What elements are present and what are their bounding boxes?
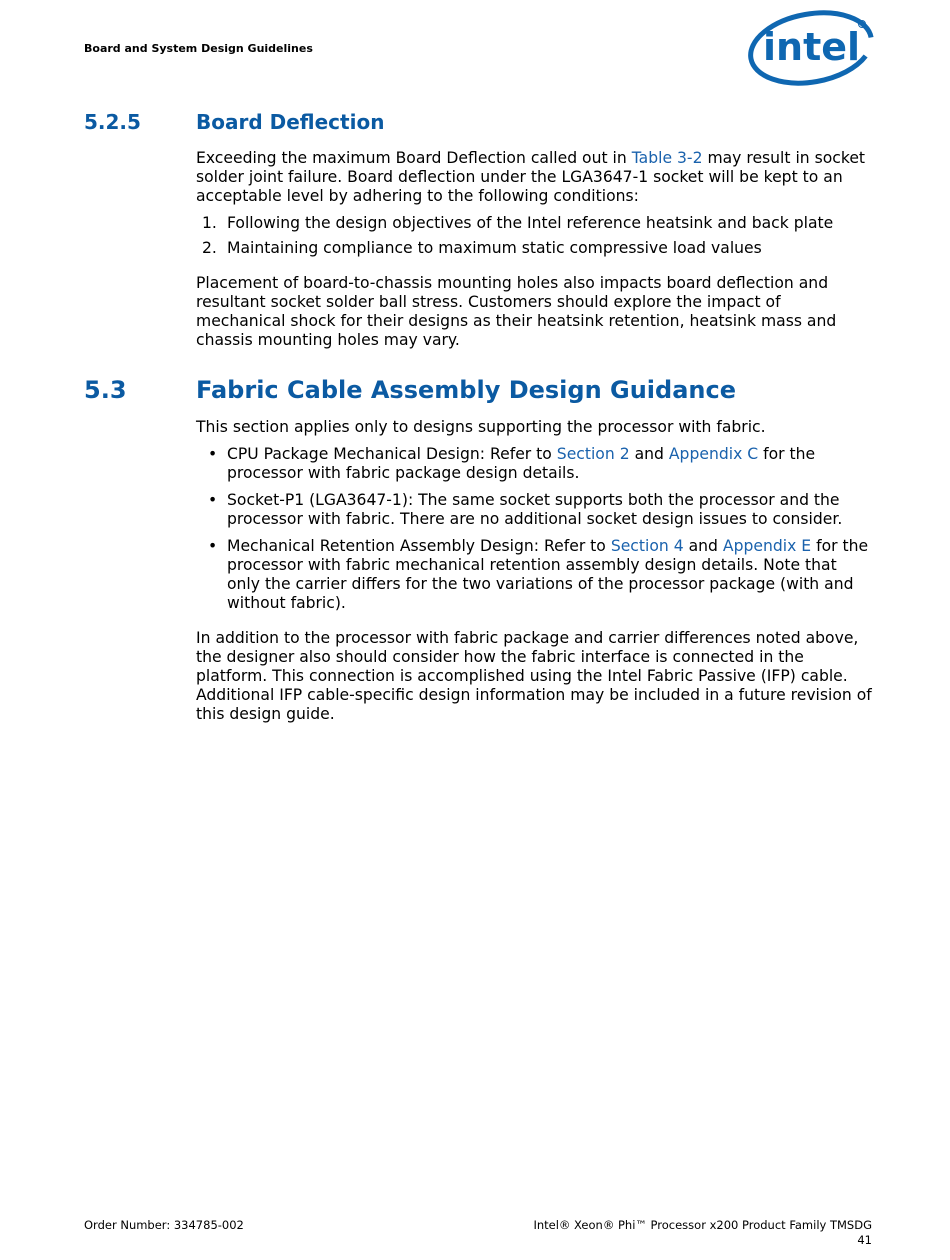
footer-order-number: Order Number: 334785-002 xyxy=(84,1218,244,1232)
list-item: • CPU Package Mechanical Design: Refer to Section 2 and Appendix C for the processor with fabric package design details. xyxy=(208,445,816,482)
link-appendix-e[interactable]: Appendix E xyxy=(722,537,812,555)
conditions-list xyxy=(196,214,872,258)
section-title: Fabric Cable Assembly Design Guidance xyxy=(196,376,736,404)
link-section-2[interactable]: Section 2 xyxy=(556,445,630,463)
bullet-list xyxy=(196,445,872,613)
intel-logo xyxy=(745,4,877,88)
list-item: • Socket-P1 (LGA3647-1): The same socket supports both the processor and the processor with fabric. There are no additional socket design issues to consider. xyxy=(208,491,843,528)
paragraph-deflection: Exceeding the maximum Board Deflection called out in Table 3-2 may result in socket solder joint failure. Board deflection under the LGA3647-1 socket will be kept to an acceptable level by adhering to the following conditions: xyxy=(196,149,866,205)
logo-text: intel xyxy=(763,25,861,69)
list-item: 1. Following the design objectives of the Intel reference heatsink and back plate xyxy=(202,214,834,232)
list-item: 2. Maintaining compliance to maximum static compressive load values xyxy=(202,239,762,257)
paragraph-closing: In addition to the processor with fabric package and carrier differences noted above, the designer also should consider how the fabric interface is connected in the platform. This connection is accomplished using the Intel Fabric Passive (IFP) cable. Additional IFP cable-specific design information may be included in a future revision of this design guide. xyxy=(196,629,872,723)
list-item: • Mechanical Retention Assembly Design: Refer to Section 4 and Appendix E for the processor with fabric mechanical retention assembly design details. Note that only the carrier differs for the two variations of the processor package (with and without fabric). xyxy=(208,537,869,612)
section-number: 5.2.5 xyxy=(84,110,141,134)
footer-doc-info xyxy=(533,1218,872,1248)
paragraph-intro: This section applies only to designs supporting the processor with fabric. xyxy=(196,418,766,436)
page-number: 41 xyxy=(857,1233,872,1247)
section-number: 5.3 xyxy=(84,376,127,404)
section-title: Board Deflection xyxy=(196,110,385,134)
link-table-3-2[interactable]: Table 3-2 xyxy=(631,149,703,167)
paragraph-mounting-holes: Placement of board-to-chassis mounting holes also impacts board deflection and resultant socket solder ball stress. Customers should explore the impact of mechanical shock for their designs as their heatsink retention, heatsink mass and chassis mounting holes may vary. xyxy=(196,274,837,349)
link-section-4[interactable]: Section 4 xyxy=(610,537,684,555)
link-appendix-c[interactable]: Appendix C xyxy=(668,445,759,463)
footer-doc-title: Intel® Xeon® Phi™ Processor x200 Product Family TMSDG xyxy=(533,1218,872,1232)
running-header: Board and System Design Guidelines xyxy=(84,42,313,55)
